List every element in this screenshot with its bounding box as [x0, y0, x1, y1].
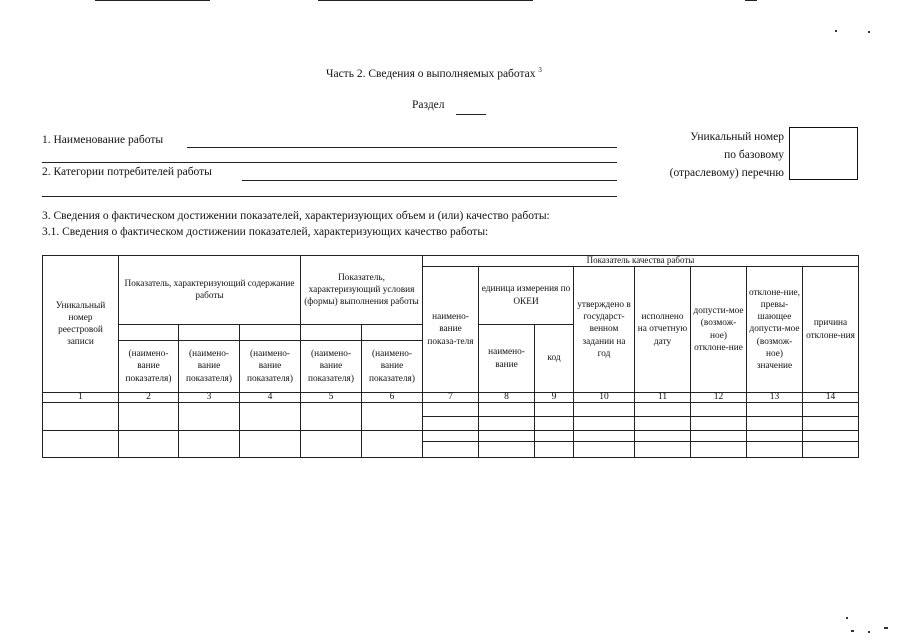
section-label: Раздел	[412, 99, 445, 111]
th-sub-indicator-name: (наимено-вание показателя)	[125, 349, 172, 384]
th-sub-indicator-name: (наимено-вание показателя)	[369, 349, 415, 384]
th-exceeding-deviation: отклоне-ние, превы-шающее допусти-мое (возмож-ное) значение	[749, 288, 800, 371]
column-number: 12	[713, 392, 724, 402]
column-number: 11	[657, 392, 668, 402]
th-sub-indicator-name: (наимено-вание показателя)	[308, 349, 354, 384]
scan-speck	[846, 617, 848, 619]
column-number: 8	[504, 392, 509, 402]
scan-speck	[868, 31, 870, 33]
column-number: 10	[599, 392, 609, 402]
th-indicator-name: наимено-вание показа-теля	[427, 312, 474, 347]
field-work-name-label: 1. Наименование работы	[42, 134, 164, 146]
scan-speck	[884, 627, 888, 629]
th-done: исполнено на отчетную дату	[637, 312, 688, 347]
th-quality-indicator: Показатель качества работы	[586, 254, 695, 265]
th-sub-indicator-name: (наимено-вание показателя)	[186, 349, 232, 384]
th-unique-record-number: Уникальный номер реестровой записи	[55, 300, 106, 348]
column-number: 13	[769, 392, 780, 402]
column-number: 7	[448, 392, 453, 402]
column-number: 14	[825, 392, 836, 402]
th-deviation-reason: причина отклоне-ния	[806, 318, 855, 341]
th-content-indicator: Показатель, характеризующий содержание работы	[124, 278, 295, 301]
th-sub-indicator-name: (наимено-вание показателя)	[247, 349, 293, 384]
scan-speck	[868, 631, 870, 633]
part-title: Часть 2. Сведения о выполняемых работах $^3$	[326, 66, 542, 80]
item-3-text: 3. Сведения о фактическом достижении показателей, характеризующих объем и (или) качество работы:	[42, 210, 550, 222]
item-3-1-text: 3.1. Сведения о фактическом достижении показателей, характеризующих качество работы:	[42, 226, 489, 238]
th-allowed-deviation: допусти-мое (возмож-ное) отклоне-ние	[693, 306, 744, 353]
column-number: 5	[328, 392, 334, 402]
th-unit-okei: единица измерения по ОКЕИ	[481, 284, 571, 307]
th-unit-name: наимено-вание	[488, 347, 525, 370]
scan-speck	[835, 30, 837, 32]
scan-speck	[851, 630, 854, 632]
th-unit-code: код	[547, 353, 561, 364]
th-conditions-indicator: Показатель, характеризующий условия (формы) выполнения работы	[304, 272, 419, 308]
column-number: 6	[389, 392, 395, 402]
unique-number-label: Уникальный номер по базовому (отраслевому) перечню	[669, 131, 784, 179]
column-number: 3	[206, 392, 212, 402]
column-number: 1	[78, 392, 83, 402]
field-consumers-label: 2. Категории потребителей работы	[42, 166, 212, 178]
column-number: 2	[146, 392, 151, 402]
th-approved: утверждено в государст-венном задании на год	[577, 300, 631, 359]
column-number: 4	[267, 392, 273, 402]
column-number: 9	[551, 392, 557, 402]
